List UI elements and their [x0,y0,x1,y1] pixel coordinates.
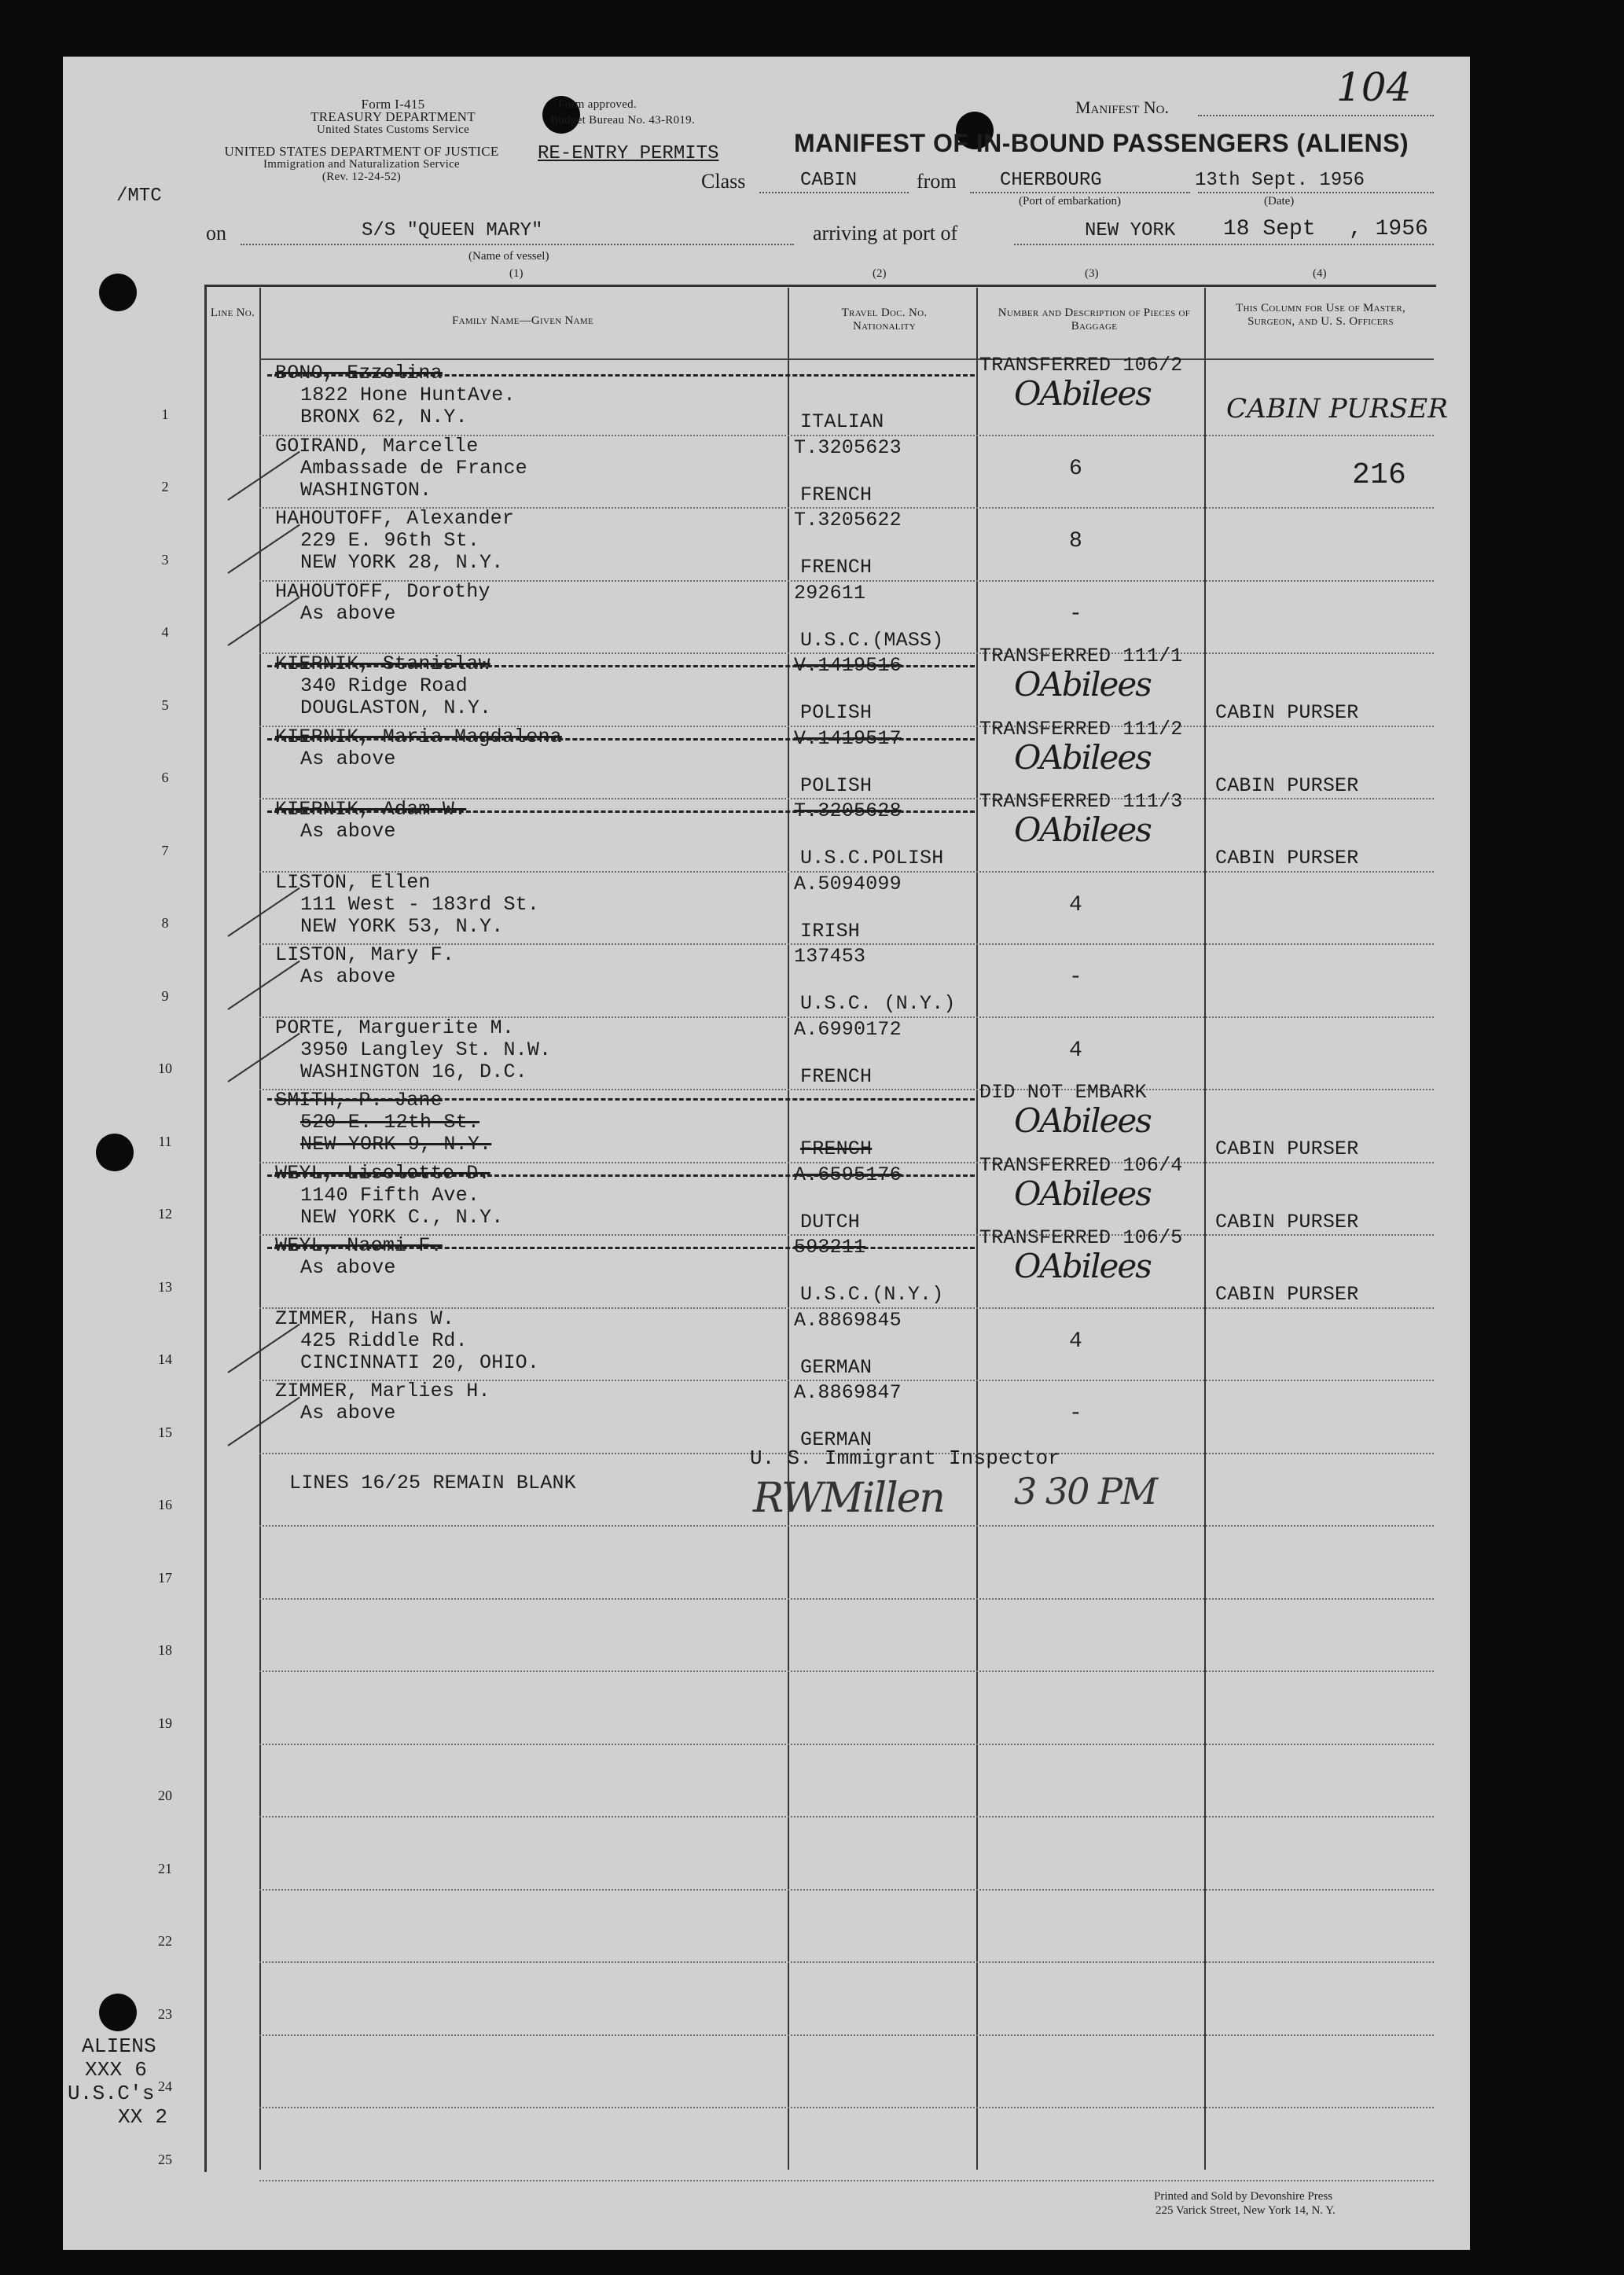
margin-note: /MTC [116,186,162,207]
row-rule [259,1816,1434,1817]
travel-doc-no: V.1419517 [794,727,902,750]
class-label: Class [701,170,746,193]
baggage-note: TRANSFERRED 111/1 [979,645,1183,667]
manifest-no-value: 104 [1336,64,1412,110]
passenger-address: 111 West - 183rd St. [300,893,540,916]
vessel-value: S/S "QUEEN MARY" [362,220,543,241]
travel-doc-no: A.5094099 [794,873,902,895]
travel-doc-no: A.6595176 [794,1163,902,1186]
approval-line2: Budget Bureau No. 43-R019. [550,114,696,127]
baggage-note: TRANSFERRED 111/2 [979,718,1183,741]
inspection-time: 3 30 PM [1014,1470,1157,1512]
line-number: 20 [158,1788,172,1803]
col-header-officers: This Column for Use of Master, Surgeon, and U. S. Officers [1235,302,1406,328]
strike-line [267,1098,975,1101]
passenger-name: BONO, Ezzelina [275,362,443,384]
arrival-line [1014,244,1434,245]
row-rule [259,2180,1434,2181]
passenger-address: CINCINNATI 20, OHIO. [300,1351,540,1374]
row-rule [259,1670,1434,1672]
baggage-count: 8 [1069,529,1083,553]
officer-note: CABIN PURSER [1215,701,1359,724]
line-number: 16 [158,1497,172,1512]
strike-line [267,374,975,377]
baggage-note: TRANSFERRED 111/3 [979,790,1183,813]
col-number-2: (2) [873,267,887,280]
passenger-address: 1822 Hone HuntAve. [300,384,516,406]
officer-signature: OAbilees [1014,665,1151,704]
nationality: FRENCH [800,556,873,579]
line-number: 19 [158,1715,172,1731]
passenger-name: HAHOUTOFF, Dorothy [275,580,491,603]
immigration-service: Immigration and Naturalization Service [263,158,461,171]
passenger-address: 229 E. 96th St. [300,529,480,552]
passenger-address: 520 E. 12th St. [300,1111,480,1134]
usc-count: XX 2 [118,2105,168,2129]
passenger-name: SMITH, P. Jane [275,1089,443,1112]
passenger-name: KIERNIK, Adam W. [275,798,467,821]
row-rule [259,1889,1434,1891]
line-number: 18 [158,1642,172,1658]
line-number: 17 [158,1570,172,1586]
row-rule [259,2107,1434,2108]
nationality: U.S.C.(N.Y.) [800,1283,944,1306]
passenger-address: NEW YORK 53, N.Y. [300,915,504,938]
line-number: 14 [158,1351,172,1367]
baggage-note: TRANSFERRED 106/4 [979,1154,1183,1177]
col-divider-doc [976,288,978,2170]
baggage-count: 4 [1069,1329,1083,1354]
line-number: 7 [161,843,169,858]
nationality: POLISH [800,701,873,724]
strike-line [267,1247,975,1249]
officer-signature: OAbilees [1014,374,1151,413]
port-value: CHERBOURG [1000,170,1102,191]
baggage-count: 4 [1069,1038,1083,1063]
officer-signature: OAbilees [1014,738,1151,777]
arrival-port: NEW YORK [1085,220,1176,241]
line-number: 12 [158,1206,172,1222]
travel-doc-no: A.6990172 [794,1018,902,1041]
date-value: 13th Sept. 1956 [1195,170,1365,191]
col-number-3: (3) [1085,267,1099,280]
passenger-name: WEYL, Naomi F. [275,1234,443,1257]
officer-note: CABIN PURSER [1226,393,1449,424]
baggage-note: DID NOT EMBARK [979,1081,1147,1104]
col-divider-baggage [1204,288,1206,2170]
line16-text: LINES 16/25 REMAIN BLANK [289,1472,576,1494]
travel-doc-no: 292611 [794,582,866,605]
passenger-address: Ambassade de France [300,457,527,480]
nationality: FRENCH [800,1138,873,1160]
treasury-department: TREASURY DEPARTMENT [310,109,476,124]
passenger-address: As above [300,748,396,770]
line-number: 21 [158,1861,172,1876]
justice-department: UNITED STATES DEPARTMENT OF JUSTICE [224,144,499,159]
baggage-note: TRANSFERRED 106/5 [979,1226,1183,1249]
officer-note: CABIN PURSER [1215,847,1359,869]
baggage-count: - [1069,1402,1083,1426]
manifest-no-line [1198,115,1434,116]
on-label: on [206,222,226,244]
line-number: 8 [161,915,169,931]
vessel-line [241,244,794,245]
line-number: 10 [158,1060,172,1076]
line-number: 4 [161,624,169,640]
travel-doc-no: T.3205628 [794,799,902,822]
travel-doc-no: V.1419516 [794,654,902,677]
class-line [759,192,909,193]
officer-note: CABIN PURSER [1215,1138,1359,1160]
row-rule [259,1598,1434,1600]
from-label: from [917,170,957,193]
manifest-title: MANIFEST OF IN-BOUND PASSENGERS (ALIENS) [794,129,1409,157]
passenger-address: As above [300,1402,396,1424]
passenger-address: As above [300,965,396,988]
class-value: CABIN [800,170,858,191]
col-header-line-no: Line No. [210,307,255,319]
nationality: IRISH [800,920,861,943]
baggage-note: TRANSFERRED 106/2 [979,354,1183,377]
passenger-name: KIERNIK, Maria Magdalena [275,726,562,748]
officer-note: CABIN PURSER [1215,1283,1359,1306]
approval-line1: Form approved. [558,98,637,111]
line-number: 5 [161,697,169,713]
travel-doc-no: A.8869847 [794,1381,902,1404]
passenger-name: HAHOUTOFF, Alexander [275,507,515,530]
travel-doc-no: T.3205622 [794,509,902,531]
col-header-name: Family Name—Given Name [451,314,594,327]
printer-line2: 225 Varick Street, New York 14, N. Y. [1156,2204,1336,2217]
usc-label: U.S.C's [68,2082,155,2105]
passenger-address: 425 Riddle Rd. [300,1329,468,1352]
nationality: GERMAN [800,1356,873,1379]
nationality: U.S.C.POLISH [800,847,944,869]
passenger-address: BRONX 62, N.Y. [300,406,468,428]
passenger-name: ZIMMER, Hans W. [275,1307,455,1330]
travel-doc-no: A.8869845 [794,1309,902,1332]
line-number: 23 [158,2006,172,2022]
passenger-name: LISTON, Ellen [275,871,431,894]
reentry-permits: RE-ENTRY PERMITS [538,143,719,164]
nationality: U.S.C. (N.Y.) [800,992,956,1015]
nationality: ITALIAN [800,410,884,433]
passenger-name: PORTE, Marguerite M. [275,1016,515,1039]
arrival-date: 18 Sept [1223,217,1316,241]
nationality: GERMAN [800,1428,873,1451]
row-rule [259,1744,1434,1745]
baggage-count: - [1069,602,1083,627]
baggage-count: - [1069,965,1083,990]
passenger-name: LISTON, Mary F. [275,943,455,966]
line-number: 2 [161,479,169,494]
nationality: U.S.C.(MASS) [800,629,944,652]
passenger-name: WEYL, Liselotte D. [275,1162,491,1185]
line-number: 15 [158,1424,172,1440]
strike-line [267,665,975,667]
line-number: 11 [158,1134,172,1149]
officer-signature: OAbilees [1014,810,1151,849]
baggage-count: 4 [1069,893,1083,917]
col-number-1: (1) [509,267,524,280]
line-number: 25 [158,2152,172,2167]
officer-signature: OAbilees [1014,1174,1151,1213]
nationality: FRENCH [800,1065,873,1088]
row-rule [259,2034,1434,2036]
punch-hole [99,1994,137,2031]
passenger-address: As above [300,602,396,625]
passenger-name: ZIMMER, Marlies H. [275,1380,491,1402]
line-number: 24 [158,2078,172,2094]
row-rule [259,1525,1434,1527]
printer-line1: Printed and Sold by Devonshire Press [1154,2190,1333,2203]
revision: (Rev. 12-24-52) [321,171,402,183]
col-header-baggage: Number and Description of Pieces of Baggage [998,307,1191,333]
passenger-address: 1140 Fifth Ave. [300,1184,480,1207]
line-number: 1 [161,406,169,422]
baggage-count: 6 [1069,457,1083,481]
header-bottom-rule [259,358,1434,360]
line-number: 22 [158,1933,172,1949]
passenger-address: WASHINGTON 16, D.C. [300,1060,527,1083]
inspector-signature: RWMillen [753,1475,944,1522]
punch-hole [99,274,137,311]
inspector-stamp: U. S. Immigrant Inspector [750,1446,1061,1470]
aliens-count: XXX 6 [85,2058,148,2082]
travel-doc-no: T.3205623 [794,436,902,459]
line-number: 9 [161,988,169,1004]
vessel-caption: (Name of vessel) [468,250,549,263]
officer-note: CABIN PURSER [1215,1211,1359,1233]
nationality: FRENCH [800,483,873,506]
nationality: POLISH [800,774,873,797]
travel-doc-no: 593211 [794,1236,866,1259]
strike-line [267,738,975,741]
line-number: 13 [158,1279,172,1295]
col-header-doc: Travel Doc. No. Nationality [841,307,928,333]
travel-doc-no: 137453 [794,945,866,968]
officer-signature: OAbilees [1014,1247,1151,1285]
passenger-address: As above [300,1256,396,1279]
passenger-address: 3950 Langley St. N.W. [300,1038,552,1061]
nationality: DUTCH [800,1211,861,1233]
passenger-address: As above [300,820,396,843]
officer-note: CABIN PURSER [1215,774,1359,797]
passenger-address: WASHINGTON. [300,479,432,502]
col-number-4: (4) [1313,267,1327,280]
row-rule [259,1961,1434,1963]
port-caption: (Port of embarkation) [1019,195,1121,208]
arriving-label: arriving at port of [813,222,958,244]
col-divider-line [259,288,261,2170]
passenger-address: NEW YORK 28, N.Y. [300,551,504,574]
date-line [1198,192,1434,193]
officer-note: 216 [1352,458,1407,492]
date-caption: (Date) [1264,195,1295,208]
punch-hole [96,1134,134,1171]
manifest-no-label: Manifest No. [1075,97,1169,117]
line-number: 3 [161,552,169,568]
aliens-label: ALIENS [82,2034,156,2058]
passenger-address: NEW YORK 9, N.Y. [300,1133,492,1156]
passenger-address: DOUGLASTON, N.Y. [300,696,492,719]
line-number: 6 [161,770,169,785]
strike-line [267,1174,975,1177]
passenger-name: KIERNIK, Stanislaw [275,652,491,675]
arrival-year: , 1956 [1349,217,1428,241]
passenger-address: 340 Ridge Road [300,674,468,697]
officer-signature: OAbilees [1014,1101,1151,1140]
passenger-name: GOIRAND, Marcelle [275,435,479,458]
strike-line [267,810,975,813]
customs-service: United States Customs Service [316,123,470,136]
passenger-address: NEW YORK C., N.Y. [300,1206,504,1229]
port-line [970,192,1190,193]
form-number: Form I-415 [361,97,425,112]
col-divider-name [788,288,789,2170]
